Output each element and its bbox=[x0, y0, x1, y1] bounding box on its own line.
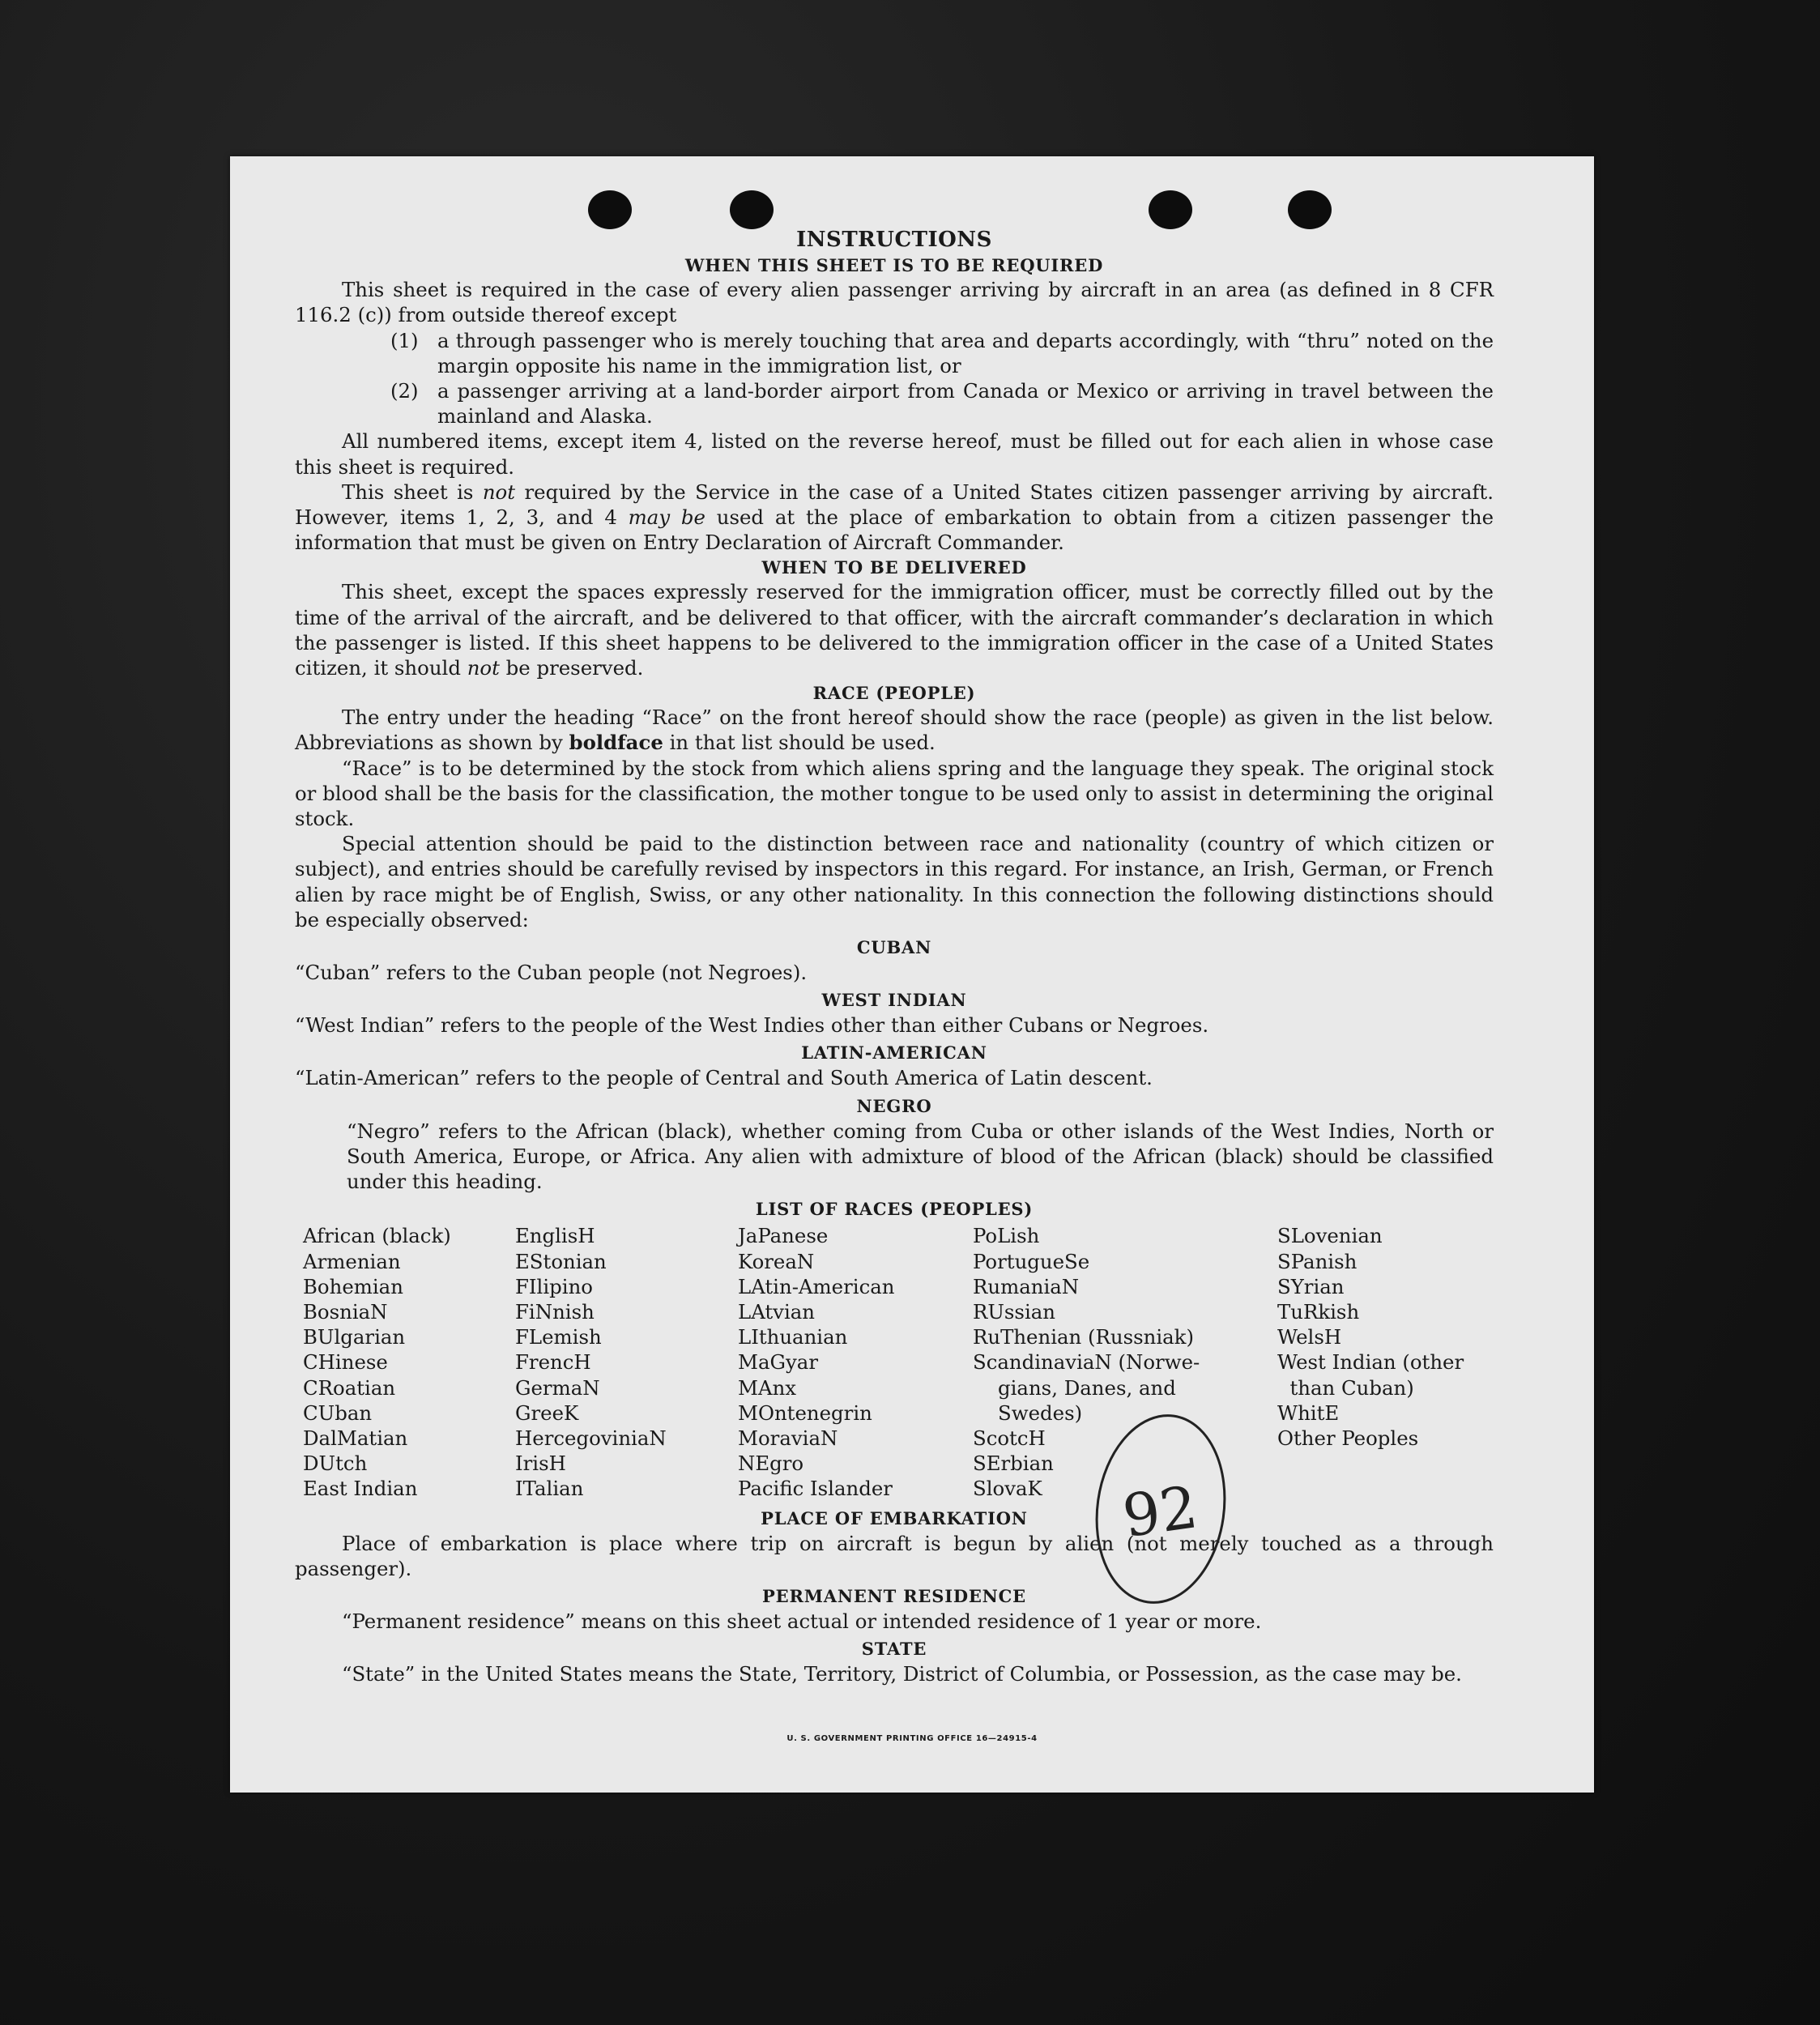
race-entry: SlovaK bbox=[973, 1477, 1042, 1501]
race-entry: FiNnish bbox=[515, 1299, 595, 1324]
paragraph: All numbered items, except item 4, listed on the reverse hereof, must be filled out for each alien in whose case this sheet is required. bbox=[295, 429, 1494, 479]
races-column bbox=[1277, 1223, 1496, 1501]
race-entry: Other Peoples bbox=[1277, 1426, 1419, 1450]
section-heading-residence: PERMANENT RESIDENCE bbox=[762, 1585, 1026, 1606]
definition-heading: CUBAN bbox=[856, 937, 932, 958]
race-entry: HercegoviniaN bbox=[515, 1426, 667, 1450]
paragraph bbox=[295, 579, 1494, 680]
paragraph bbox=[295, 480, 1494, 556]
handwritten-number: 92 bbox=[1119, 1473, 1202, 1551]
races-column bbox=[515, 1223, 738, 1501]
race-entry: PortugueSe bbox=[973, 1249, 1090, 1273]
race-entry: SErbian bbox=[973, 1452, 1054, 1476]
race-entry: Bohemian bbox=[303, 1274, 403, 1298]
punch-hole bbox=[730, 190, 774, 229]
race-entry: SLovenian bbox=[1277, 1224, 1383, 1248]
race-entry: RUssian bbox=[973, 1299, 1056, 1324]
race-entry: Pacific Islander bbox=[738, 1477, 893, 1501]
race-entry: SPanish bbox=[1277, 1249, 1358, 1273]
race-entry: IrisH bbox=[515, 1452, 566, 1476]
race-entry: TuRkish bbox=[1277, 1299, 1360, 1324]
emphasis: not bbox=[467, 656, 500, 680]
definition-text: “Negro” refers to the African (black), whether coming from Cuba or other islands of the West Indies, North or South America, Europe, or Africa. Any alien with admixture of blood of the African (black) should be classified under this heading. bbox=[347, 1119, 1494, 1194]
race-entry: CRoatian bbox=[303, 1375, 396, 1400]
race-entry: FrencH bbox=[515, 1350, 591, 1375]
paragraph: “Permanent residence” means on this sheet actual or intended residence of 1 year or more. bbox=[342, 1609, 1262, 1633]
race-entry: KoreaN bbox=[738, 1249, 815, 1273]
punch-hole bbox=[1149, 190, 1192, 229]
exception-item bbox=[390, 378, 1494, 428]
race-entry: WelsH bbox=[1277, 1325, 1342, 1349]
race-entry: CUban bbox=[303, 1400, 373, 1425]
race-entry: LAtin-American bbox=[738, 1274, 895, 1298]
text-run: The entry under the heading “Race” on the front hereof should show the race (people) as given in the list below. Abbreviations as shown by bbox=[295, 706, 1494, 755]
race-entry: FLemish bbox=[515, 1325, 602, 1349]
race-entry: MOntenegrin bbox=[738, 1400, 872, 1425]
race-entry: ITalian bbox=[515, 1477, 584, 1501]
race-entry: Armenian bbox=[303, 1249, 401, 1273]
paragraph: “Race” is to be determined by the stock from which aliens spring and the language they speak. The original stock or blood shall be the basis for the classification, the mother tongue to be used only to assist in determining the original stock. bbox=[295, 756, 1494, 831]
race-entry: West Indian (other bbox=[1277, 1350, 1464, 1375]
text-run: in that list should be used. bbox=[663, 731, 936, 755]
race-entry: LIthuanian bbox=[738, 1325, 848, 1349]
race-entry: gians, Danes, and bbox=[973, 1375, 1176, 1400]
race-entry: RuThenian (Russniak) bbox=[973, 1325, 1194, 1349]
emphasis: may be bbox=[628, 505, 705, 530]
printing-office-footer: U. S. GOVERNMENT PRINTING OFFICE 16—24915-4 bbox=[786, 1734, 1038, 1743]
punch-hole bbox=[588, 190, 632, 229]
item-number: (2) bbox=[390, 379, 419, 403]
page-title: INSTRUCTIONS bbox=[796, 228, 992, 252]
text-run: This sheet, except the spaces expressly reserved for the immigration officer, must be correctly filled out by the time of the arrival of the aircraft, and be delivered to that officer, with the aircraft commander’s declaration in which the passenger is listed. If this sheet happens to be delivered to the immigration officer in the case of a United States citizen, it should bbox=[295, 580, 1494, 680]
races-list bbox=[303, 1223, 1494, 1501]
race-entry: ScandinaviaN (Norwe- bbox=[973, 1350, 1200, 1375]
text-run: be preserved. bbox=[499, 656, 644, 680]
text-run: required by the Service in the case of a United States citizen passenger arriving by aircraft. However, items 1, 2, 3, and 4 bbox=[295, 480, 1494, 530]
race-entry: SYrian bbox=[1277, 1274, 1345, 1298]
instructions-body bbox=[295, 228, 1494, 1686]
punch-hole bbox=[1288, 190, 1332, 229]
race-entry: GreeK bbox=[515, 1400, 579, 1425]
instruction-sheet bbox=[230, 156, 1594, 1793]
section-heading-delivered: WHEN TO BE DELIVERED bbox=[761, 557, 1027, 578]
handwritten-circled-number bbox=[1092, 1410, 1230, 1609]
paragraph bbox=[295, 705, 1494, 755]
race-entry: RumaniaN bbox=[973, 1274, 1080, 1298]
definition-text: “Latin-American” refers to the people of Central and South America of Latin descent. bbox=[295, 1066, 1153, 1090]
paragraph: Place of embarkation is place where trip on aircraft is begun by alien (not merely touched as a through passenger). bbox=[295, 1531, 1494, 1580]
race-entry: BUlgarian bbox=[303, 1325, 406, 1349]
paragraph: This sheet is required in the case of every alien passenger arriving by aircraft in an area (as defined in 8 CFR 116.2 (c)) from outside thereof except bbox=[295, 278, 1494, 327]
race-entry: East Indian bbox=[303, 1477, 418, 1501]
race-entry: NEgro bbox=[738, 1452, 804, 1476]
races-list-heading: LIST OF RACES (PEOPLES) bbox=[755, 1199, 1034, 1220]
bold-text: boldface bbox=[569, 731, 663, 755]
item-text: a passenger arriving at a land-border airport from Canada or Mexico or arriving in travel between the mainland and Alaska. bbox=[437, 379, 1494, 428]
race-entry: African (black) bbox=[303, 1224, 451, 1248]
race-entry: MaGyar bbox=[738, 1350, 818, 1375]
races-column bbox=[738, 1223, 973, 1501]
race-entry: CHinese bbox=[303, 1350, 388, 1375]
item-number: (1) bbox=[390, 328, 419, 352]
race-entry: DalMatian bbox=[303, 1426, 408, 1450]
section-heading-race: RACE (PEOPLE) bbox=[812, 683, 976, 704]
section-heading-embarkation: PLACE OF EMBARKATION bbox=[761, 1507, 1028, 1528]
race-entry: EnglisH bbox=[515, 1224, 595, 1248]
race-entry: GermaN bbox=[515, 1375, 600, 1400]
text-run: used at the place of embarkation to obtain from a citizen passenger the information that must be given on Entry Declaration of Aircraft Commander. bbox=[295, 505, 1494, 555]
section-heading-state: STATE bbox=[861, 1639, 927, 1660]
section-heading-required: WHEN THIS SHEET IS TO BE REQUIRED bbox=[684, 255, 1104, 276]
race-entry: EStonian bbox=[515, 1249, 607, 1273]
paragraph: Special attention should be paid to the distinction between race and nationality (country of which citizen or subject), and entries should be carefully revised by inspectors in this regard. For instance, an Irish, German, or French alien by race might be of English, Swiss, or any other nationality. In this connection the following distinctions should be especially observed: bbox=[295, 832, 1494, 932]
definition-text: “West Indian” refers to the people of the West Indies other than either Cubans or Negroes. bbox=[295, 1013, 1209, 1038]
text-run: This sheet is bbox=[342, 480, 483, 504]
race-entry: FIlipino bbox=[515, 1274, 593, 1298]
race-entry: ScotcH bbox=[973, 1426, 1046, 1450]
race-entry: MAnx bbox=[738, 1375, 797, 1400]
definition-heading: NEGRO bbox=[856, 1095, 932, 1116]
paragraph: “State” in the United States means the State, Territory, District of Columbia, or Possession, as the case may be. bbox=[342, 1662, 1462, 1686]
race-entry: MoraviaN bbox=[738, 1426, 838, 1450]
races-column bbox=[303, 1223, 515, 1501]
race-entry: JaPanese bbox=[738, 1224, 829, 1248]
item-text: a through passenger who is merely touching that area and departs accordingly, with “thru” noted on the margin opposite his name in the immigration list, or bbox=[437, 328, 1494, 377]
race-entry: than Cuban) bbox=[1277, 1375, 1414, 1400]
race-entry: DUtch bbox=[303, 1452, 368, 1476]
exception-item bbox=[390, 328, 1494, 378]
emphasis: not bbox=[482, 480, 516, 504]
race-entry: PoLish bbox=[973, 1224, 1040, 1248]
definition-text: “Cuban” refers to the Cuban people (not Negroes). bbox=[295, 961, 808, 985]
race-entry: WhitE bbox=[1277, 1400, 1340, 1425]
race-entry: BosniaN bbox=[303, 1299, 388, 1324]
definition-heading: LATIN-AMERICAN bbox=[801, 1042, 987, 1064]
race-entry: Swedes) bbox=[973, 1400, 1083, 1425]
race-entry: LAtvian bbox=[738, 1299, 816, 1324]
definition-heading: WEST INDIAN bbox=[821, 990, 967, 1011]
